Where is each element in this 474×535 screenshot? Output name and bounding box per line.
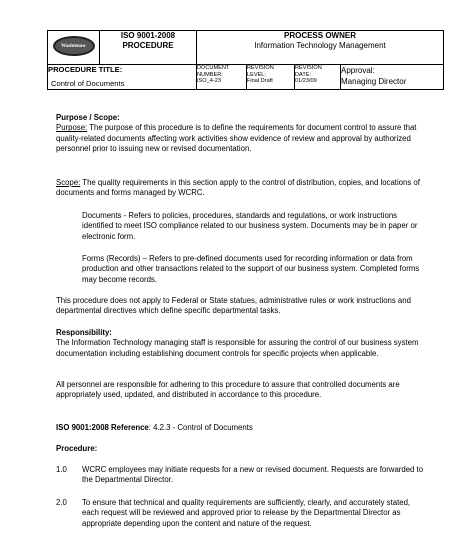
revision-level-label-2: LEVEL: [247,71,266,78]
approval-label: Approval: [341,66,375,75]
document-number-label-2: NUMBER: [197,71,223,78]
iso-reference-value: : 4.2.3 - Control of Documents [148,423,253,432]
procedure-title-cell [48,65,197,90]
step-text: To ensure that technical and quality requirements are sufficiently, clearly, and accurately stated, each request will be reviewed and approved prior to release by the Departmental Director as appropriate depending upon the content and nature of the request. [82,498,411,528]
revision-date-label-1: REVISION [295,65,322,71]
revision-date-cell [295,65,341,90]
process-owner-cell [197,31,444,65]
responsibility-heading: Responsibility: [56,328,112,337]
revision-date-label-2: DATE: [295,71,312,78]
scope-paragraph [56,178,426,199]
step-number: 2.0 [56,498,67,507]
document-number-label-1: DOCUMENT [197,65,230,71]
scope-text: The quality requirements in this section apply to the control of distribution, copies, and locations of documents and forms managed by WCRC. [56,178,420,198]
approval-value: Managing Director [341,77,407,86]
exclusion-paragraph: This procedure does not apply to Federal or State statues, administrative rules or work instructions and departmental directives which define specific departmental tasks. [56,296,411,316]
document-number-value: ISO_4-23 [197,78,221,85]
purpose-label: Purpose: [56,123,88,133]
procedure-title-value: Control of Documents [51,79,125,88]
procedure-heading-block [56,444,426,454]
step-text: WCRC employees may initiate requests for a new or revised document. Requests are forwarded to the Departmental Director. [82,465,424,485]
iso-reference [56,423,426,433]
revision-date-value: 01/23/09 [295,78,317,85]
iso-standard-label: ISO 9001-2008 [120,31,176,40]
logo-cell [48,31,100,65]
procedure-label: PROCEDURE [122,41,174,50]
purpose-heading: Purpose / Scope: [56,113,120,122]
revision-level-label-1: REVISION [247,65,274,71]
revision-level-value: Final Draft [247,78,273,85]
documents-definition: Documents - Refers to policies, procedures, standards and regulations, or work instructions identified to meet ISO compliance related to our business system. Documents may be in paper or electronic form. [82,211,418,241]
step-number: 1.0 [56,465,67,474]
procedure-step-1 [56,465,426,486]
forms-definition: Forms (Records) – Refers to pre-defined documents used for recording information or data from production and other transactions related to the support of our business system. Completed forms may become records. [82,254,420,284]
process-owner-title: PROCESS OWNER [283,31,356,40]
procedure-header-table [47,30,444,90]
purpose-section [56,113,426,155]
procedure-title-label: PROCEDURE TITLE: [48,65,123,74]
procedure-step-2 [56,498,426,529]
responsibility-section [56,328,426,359]
revision-level-cell [247,65,295,90]
iso-procedure-cell [100,31,197,65]
purpose-text: The purpose of this procedure is to define the requirements for document control to assure that quality-related documents affecting work activities show evidence of review and approval by authorized personnel prior to issuing new or revised documentation. [56,123,417,154]
purpose-paragraph [56,123,426,154]
procedure-heading: Procedure: [56,444,98,453]
responsibility-text: The Information Technology managing staff is responsible for assuring the control of our business system documentation including establishing document controls for specific projects when applicable. [56,338,419,358]
scope-label: Scope: [56,178,81,187]
iso-reference-label: ISO 9001:2008 Reference [56,423,149,432]
document-number-cell [197,65,247,90]
washtenaw-logo: Washtenaw [53,36,95,56]
process-owner-value: Information Technology Management [254,41,386,50]
approval-cell [341,65,444,90]
all-personnel-paragraph: All personnel are responsible for adhering to this procedure to assure that controlled documents are appropriately used, updated, and distributed in accordance to this procedure. [56,380,400,400]
